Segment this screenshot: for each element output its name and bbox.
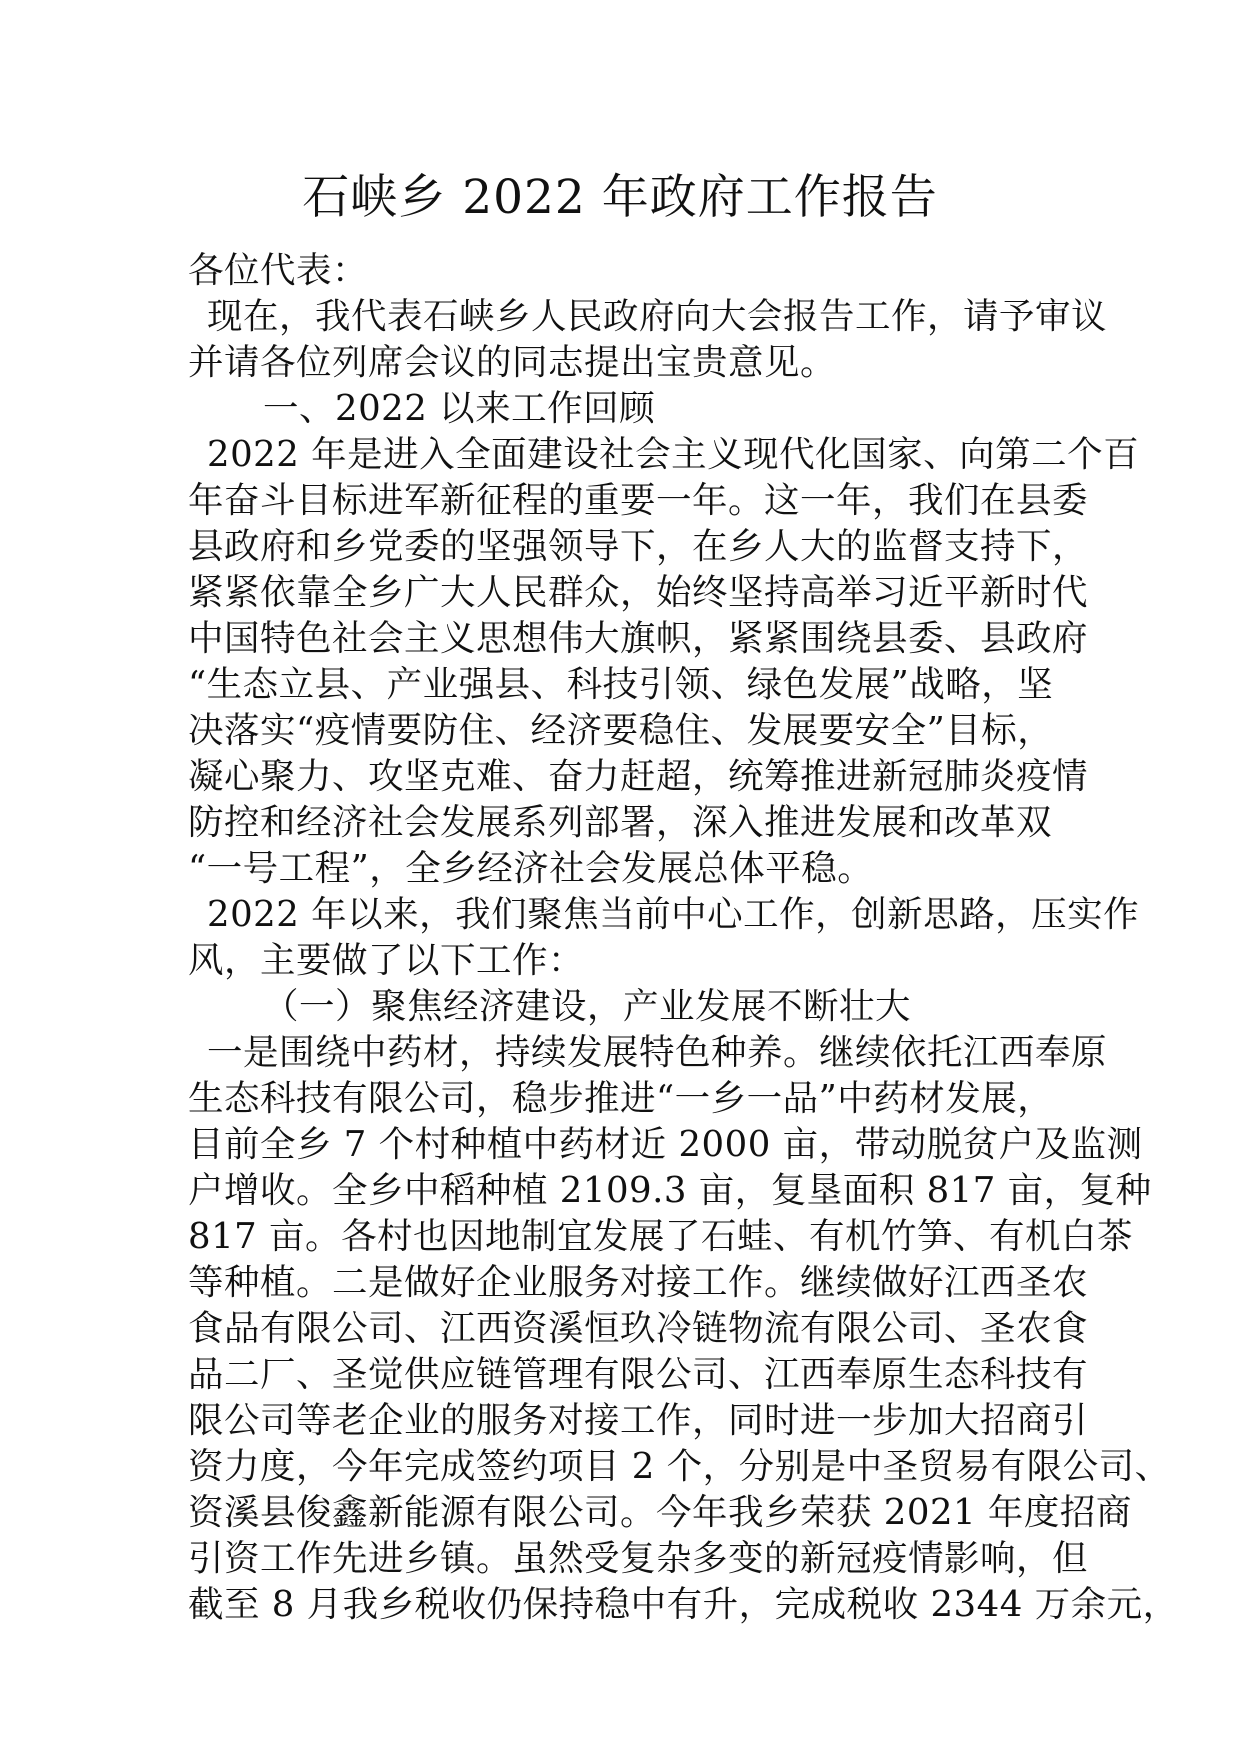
text-line: 2022 年以来，我们聚焦当前中心工作，创新思路，压实作 [207,894,1140,935]
text-line: 中国特色社会主义思想伟大旗帜，紧紧围绕县委、县政府 [188,618,1089,659]
text-line: 品二厂、圣觉供应链管理有限公司、江西奉原生态科技有 [188,1354,1089,1395]
salutation: 各位代表： [188,250,369,291]
text-line: 817 亩。各村也因地制宜发展了石蛙、有机竹笋、有机白茶 [188,1216,1134,1257]
text-line: 风，主要做了以下工作： [188,940,585,981]
text-line: 目前全乡 7 个村种植中药材近 2000 亩，带动脱贫户及监测 [188,1124,1143,1165]
text-line: 食品有限公司、江西资溪恒玖冷链物流有限公司、圣农食 [188,1308,1089,1349]
text-line: 等种植。二是做好企业服务对接工作。继续做好江西圣农 [188,1262,1089,1303]
text-line: 限公司等老企业的服务对接工作，同时进一步加大招商引 [188,1400,1089,1441]
text-line: 生态科技有限公司，稳步推进“一乡一品”中药材发展， [188,1078,1054,1119]
text-line: 引资工作先进乡镇。虽然受复杂多变的新冠疫情影响，但 [188,1538,1089,1579]
text-line: 资溪县俊鑫新能源有限公司。今年我乡荣获 2021 年度招商 [188,1492,1132,1533]
text-line: 2022 年是进入全面建设社会主义现代化国家、向第二个百 [207,434,1140,475]
text-line: 截至 8 月我乡税收仍保持稳中有升，完成税收 2344 万余元， [188,1584,1179,1625]
text-line: 一是围绕中药材，持续发展特色种养。继续依托江西奉原 [207,1032,1108,1073]
section-heading: 一、2022 以来工作回顾 [263,388,656,429]
text-line: 县政府和乡党委的坚强领导下，在乡人大的监督支持下， [188,526,1089,567]
text-line: 并请各位列席会议的同志提出宝贵意见。 [188,342,837,383]
document-body [188,248,1179,1628]
text-line: “一号工程”，全乡经济社会发展总体平稳。 [188,848,874,889]
text-line: 资力度，今年完成签约项目 2 个，分别是中圣贸易有限公司、 [188,1446,1171,1487]
text-line: “生态立县、产业强县、科技引领、绿色发展”战略，坚 [188,664,1054,705]
text-line: 年奋斗目标进军新征程的重要一年。这一年，我们在县委 [188,480,1089,521]
section-heading: （一）聚焦经济建设，产业发展不断壮大 [263,986,912,1027]
text-line: 防控和经济社会发展系列部署，深入推进发展和改革双 [188,802,1053,843]
document-title: 石峡乡 2022 年政府工作报告 [302,170,938,225]
text-line: 现在，我代表石峡乡人民政府向大会报告工作，请予审议 [207,296,1108,337]
text-line: 决落实“疫情要防住、经济要稳住、发展要安全”目标， [188,710,1054,751]
text-line: 凝心聚力、攻坚克难、奋力赶超，统筹推进新冠肺炎疫情 [188,756,1089,797]
text-line: 户增收。全乡中稻种植 2109.3 亩，复垦面积 817 亩，复种 [188,1170,1152,1211]
text-line: 紧紧依靠全乡广大人民群众，始终坚持高举习近平新时代 [188,572,1089,613]
